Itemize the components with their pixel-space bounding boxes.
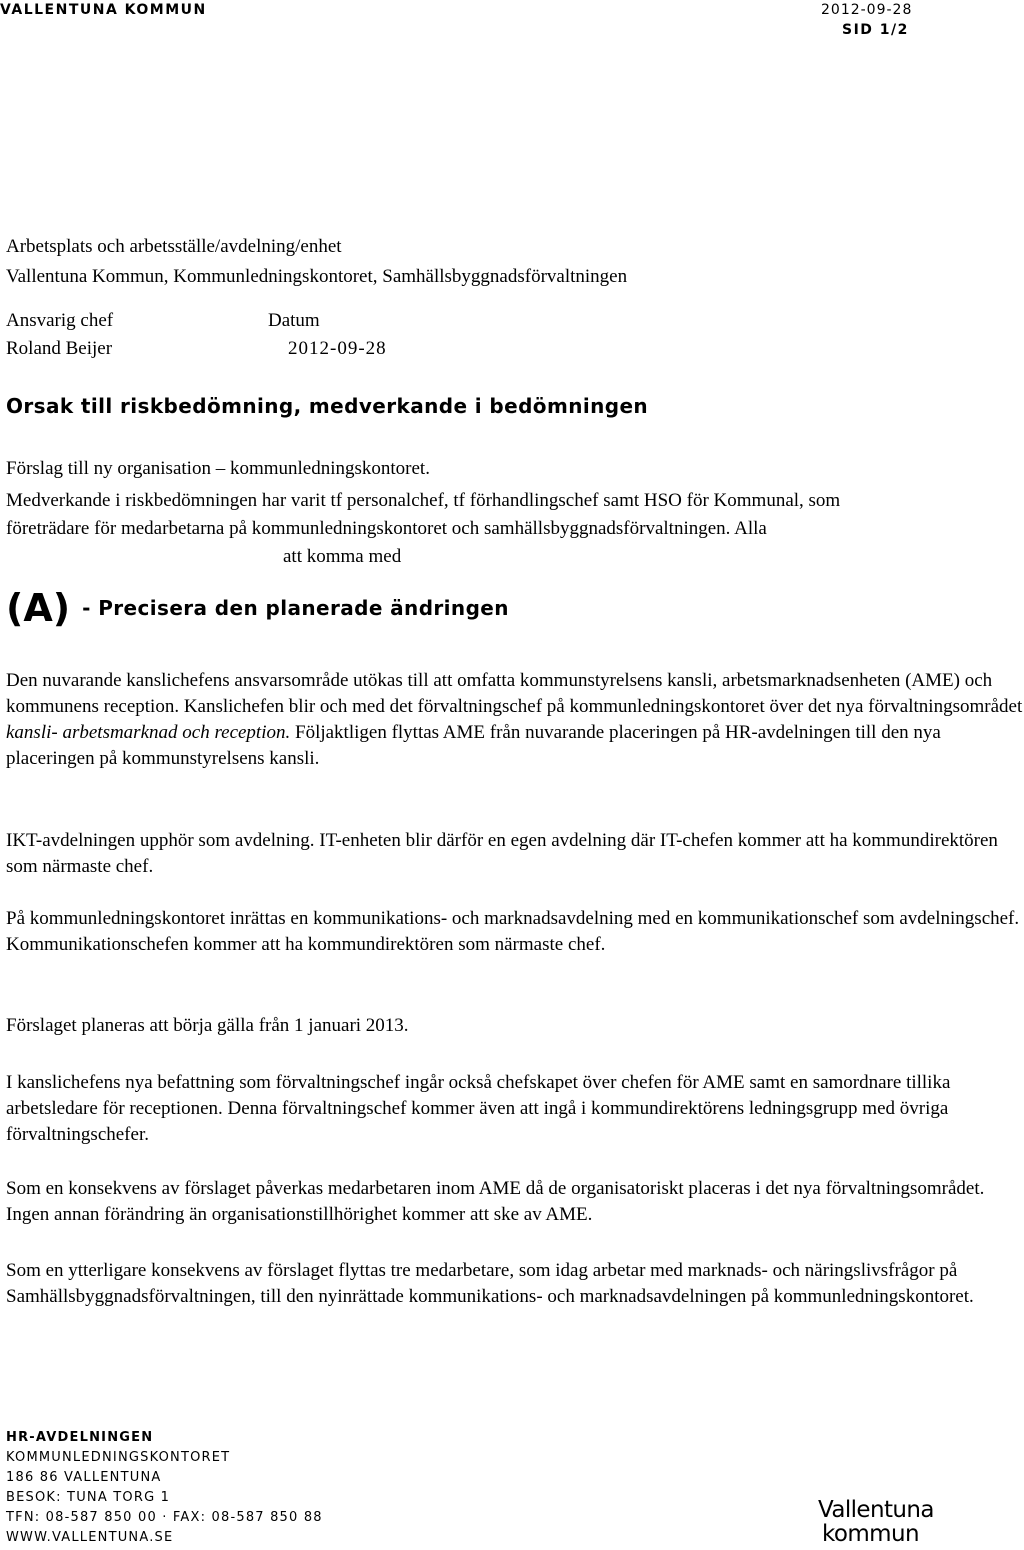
paragraph-7-text: Som en ytterligare konsekvens av förslaget flyttas tre medarbetare, som idag arbetar med marknads- och näringslivsfrågor på Samhällsbyggnadsförvaltningen, till den nyinrättade kommunikations- och marknadsavdelningen på kommunledningskontoret.: [6, 1260, 974, 1307]
section-a-paragraph-5: [6, 1070, 1024, 1148]
paragraph-3-text: På kommunledningskontoret inrättas en kommunikations- och marknadsavdelning med en kommunikationschef som avdelningschef. Kommunikationschefen kommer att ha kommundirektören som närmaste chef.: [6, 908, 1020, 955]
section-a-letter: (A): [6, 586, 71, 630]
cause-heading: Orsak till riskbedömning, medverkande i bedömningen: [6, 394, 649, 418]
paragraph-1-text-b: Följaktligen flyttas AME från nuvarande placeringen på HR-avdelningen till den nya placeringen på kommunstyrelsens kansli.: [6, 722, 941, 769]
paragraph-6-text: Som en konsekvens av förslaget påverkas medarbetaren inom AME då de organisatoriskt placeras i det nya förvaltningsområdet. Ingen annan förändring än organisationstillhörighet kommer att ske av AME.: [6, 1178, 985, 1225]
section-a-paragraph-4: [6, 1013, 1024, 1039]
section-a-paragraph-1: [6, 668, 1024, 772]
footer-office: KOMMUNLEDNINGSKONTORET: [6, 1450, 231, 1465]
section-a-heading: [6, 586, 509, 630]
responsible-value: Roland Beijer: [6, 338, 113, 359]
footer-address: [6, 1428, 323, 1548]
cause-line-1: Förslag till ny organisation – kommunledningskontoret.: [6, 458, 430, 479]
section-a-title: - Precisera den planerade ändringen: [82, 596, 509, 620]
logo-line-1: Vallentuna: [818, 1497, 934, 1523]
section-a-paragraph-7: [6, 1258, 1024, 1310]
date-value: 2012-09-28: [288, 338, 387, 359]
paragraph-1-italic: kansli- arbetsmarknad och reception.: [6, 722, 291, 743]
header-page-number: SID 1/2: [842, 22, 909, 38]
footer-dept: HR-AVDELNINGEN: [6, 1430, 154, 1445]
section-a-paragraph-6: [6, 1176, 1024, 1228]
cause-line-4: att komma med: [283, 546, 402, 567]
cause-line-3: företrädare för medarbetarna på kommunledningskontoret och samhällsbyggnadsförvaltningen. Alla: [6, 518, 767, 539]
logo-line-2: kommun: [822, 1521, 919, 1547]
workplace-label: Arbetsplats och arbetsställe/avdelning/enhet: [6, 236, 342, 257]
header-org: VALLENTUNA KOMMUN: [0, 2, 207, 18]
paragraph-1-text-a: Den nuvarande kanslichefens ansvarsområde utökas till att omfatta kommunstyrelsens kansli, arbetsmarknadsenheten (AME) och kommunens reception. Kanslichefen blir och med det förvaltningschef på kommunledningskontoret över det nya förvaltningsområdet: [6, 670, 1023, 717]
paragraph-4-text: Förslaget planeras att börja gälla från 1 januari 2013.: [6, 1015, 409, 1036]
vallentuna-logo: [818, 1498, 934, 1546]
section-a-paragraph-2: [6, 828, 1024, 880]
footer-phone: TFN: 08-587 850 00 · FAX: 08-587 850 88: [6, 1510, 323, 1525]
section-a-paragraph-3: [6, 906, 1024, 958]
date-label: Datum: [268, 310, 320, 331]
paragraph-5-text: I kanslichefens nya befattning som förvaltningschef ingår också chefskapet över chefen för AME samt en samordnare tillika arbetsledare för receptionen. Denna förvaltningschef kommer även att ingå i kommundirektörens ledningsgrupp med övriga förvaltningschefer.: [6, 1072, 951, 1145]
workplace-value: Vallentuna Kommun, Kommunledningskontoret, Samhällsbyggnadsförvaltningen: [6, 266, 628, 287]
footer-visit: BESOK: TUNA TORG 1: [6, 1490, 171, 1505]
paragraph-2-text: IKT-avdelningen upphör som avdelning. IT-enheten blir därför en egen avdelning där IT-chefen kommer att ha kommundirektören som närmaste chef.: [6, 830, 998, 877]
footer-web: WWW.VALLENTUNA.SE: [6, 1530, 174, 1545]
footer-postal: 186 86 VALLENTUNA: [6, 1470, 162, 1485]
responsible-label: Ansvarig chef: [6, 310, 114, 331]
cause-line-2: Medverkande i riskbedömningen har varit tf personalchef, tf förhandlingschef samt HSO för Kommunal, som: [6, 490, 841, 511]
header-date: 2012-09-28: [821, 2, 913, 18]
